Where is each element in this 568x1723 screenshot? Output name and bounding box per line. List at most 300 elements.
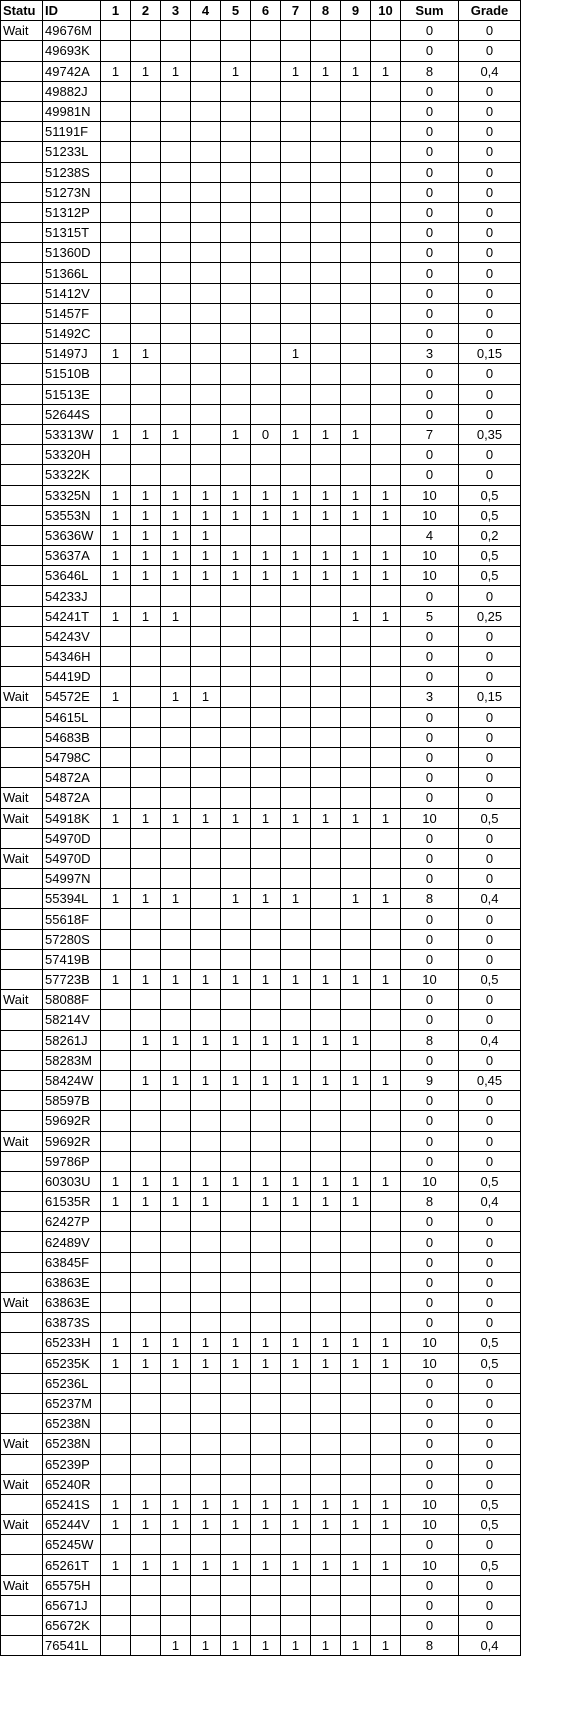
mark-cell-5[interactable] — [221, 1252, 251, 1272]
status-cell[interactable] — [1, 1272, 43, 1292]
sum-cell[interactable]: 0 — [401, 445, 459, 465]
id-cell[interactable]: 53313W — [43, 424, 101, 444]
mark-cell-8[interactable] — [311, 1434, 341, 1454]
mark-cell-3[interactable] — [161, 788, 191, 808]
mark-cell-6[interactable] — [251, 1212, 281, 1232]
status-cell[interactable] — [1, 1151, 43, 1171]
mark-cell-2[interactable] — [131, 162, 161, 182]
mark-cell-9[interactable] — [341, 344, 371, 364]
mark-cell-10[interactable] — [371, 1151, 401, 1171]
mark-cell-4[interactable] — [191, 1272, 221, 1292]
mark-cell-3[interactable] — [161, 202, 191, 222]
mark-cell-3[interactable]: 1 — [161, 808, 191, 828]
mark-cell-8[interactable]: 1 — [311, 1494, 341, 1514]
mark-cell-2[interactable] — [131, 647, 161, 667]
mark-cell-4[interactable] — [191, 162, 221, 182]
mark-cell-5[interactable] — [221, 828, 251, 848]
status-cell[interactable] — [1, 182, 43, 202]
mark-cell-1[interactable] — [101, 1030, 131, 1050]
status-cell[interactable] — [1, 1050, 43, 1070]
mark-cell-5[interactable] — [221, 848, 251, 868]
mark-cell-6[interactable] — [251, 1252, 281, 1272]
sum-cell[interactable]: 0 — [401, 1232, 459, 1252]
sum-cell[interactable]: 0 — [401, 929, 459, 949]
mark-cell-7[interactable]: 1 — [281, 808, 311, 828]
status-cell[interactable]: Wait — [1, 1474, 43, 1494]
mark-cell-8[interactable] — [311, 606, 341, 626]
mark-cell-2[interactable] — [131, 1616, 161, 1636]
mark-cell-7[interactable] — [281, 848, 311, 868]
status-cell[interactable] — [1, 243, 43, 263]
grade-cell[interactable]: 0 — [459, 647, 521, 667]
mark-cell-5[interactable] — [221, 1474, 251, 1494]
header-q1[interactable]: 1 — [101, 1, 131, 21]
sum-cell[interactable]: 0 — [401, 182, 459, 202]
id-cell[interactable]: 51238S — [43, 162, 101, 182]
mark-cell-3[interactable] — [161, 41, 191, 61]
mark-cell-4[interactable] — [191, 1131, 221, 1151]
grade-cell[interactable]: 0 — [459, 848, 521, 868]
grade-cell[interactable]: 0 — [459, 788, 521, 808]
mark-cell-9[interactable] — [341, 303, 371, 323]
mark-cell-9[interactable] — [341, 747, 371, 767]
mark-cell-8[interactable] — [311, 122, 341, 142]
id-cell[interactable]: 58088F — [43, 990, 101, 1010]
mark-cell-10[interactable] — [371, 667, 401, 687]
status-cell[interactable] — [1, 707, 43, 727]
mark-cell-8[interactable] — [311, 324, 341, 344]
status-cell[interactable] — [1, 828, 43, 848]
mark-cell-2[interactable] — [131, 263, 161, 283]
mark-cell-10[interactable] — [371, 223, 401, 243]
id-cell[interactable]: 53320H — [43, 445, 101, 465]
status-cell[interactable] — [1, 1070, 43, 1090]
mark-cell-10[interactable] — [371, 1030, 401, 1050]
id-cell[interactable]: 49882J — [43, 81, 101, 101]
grade-cell[interactable]: 0 — [459, 182, 521, 202]
mark-cell-10[interactable]: 1 — [371, 1171, 401, 1191]
mark-cell-5[interactable]: 1 — [221, 505, 251, 525]
mark-cell-1[interactable]: 1 — [101, 1333, 131, 1353]
mark-cell-3[interactable] — [161, 929, 191, 949]
mark-cell-7[interactable]: 1 — [281, 1515, 311, 1535]
mark-cell-7[interactable] — [281, 182, 311, 202]
mark-cell-2[interactable] — [131, 1454, 161, 1474]
id-cell[interactable]: 51366L — [43, 263, 101, 283]
mark-cell-9[interactable] — [341, 1575, 371, 1595]
id-cell[interactable]: 59692R — [43, 1111, 101, 1131]
sum-cell[interactable]: 0 — [401, 101, 459, 121]
mark-cell-2[interactable]: 1 — [131, 1515, 161, 1535]
mark-cell-8[interactable] — [311, 1050, 341, 1070]
mark-cell-7[interactable] — [281, 21, 311, 41]
mark-cell-10[interactable] — [371, 263, 401, 283]
mark-cell-2[interactable] — [131, 243, 161, 263]
mark-cell-6[interactable]: 1 — [251, 1030, 281, 1050]
mark-cell-4[interactable] — [191, 404, 221, 424]
mark-cell-9[interactable] — [341, 324, 371, 344]
grade-cell[interactable]: 0 — [459, 404, 521, 424]
mark-cell-10[interactable]: 1 — [371, 1333, 401, 1353]
mark-cell-10[interactable] — [371, 162, 401, 182]
mark-cell-8[interactable] — [311, 81, 341, 101]
mark-cell-7[interactable] — [281, 1131, 311, 1151]
mark-cell-6[interactable] — [251, 727, 281, 747]
mark-cell-10[interactable] — [371, 1131, 401, 1151]
id-cell[interactable]: 57723B — [43, 970, 101, 990]
id-cell[interactable]: 55394L — [43, 889, 101, 909]
mark-cell-1[interactable] — [101, 142, 131, 162]
mark-cell-6[interactable] — [251, 1111, 281, 1131]
status-cell[interactable]: Wait — [1, 1293, 43, 1313]
mark-cell-7[interactable] — [281, 1010, 311, 1030]
mark-cell-9[interactable]: 1 — [341, 889, 371, 909]
sum-cell[interactable]: 10 — [401, 485, 459, 505]
mark-cell-7[interactable] — [281, 1252, 311, 1272]
mark-cell-8[interactable] — [311, 1313, 341, 1333]
id-cell[interactable]: 58597B — [43, 1091, 101, 1111]
mark-cell-6[interactable] — [251, 1414, 281, 1434]
mark-cell-7[interactable] — [281, 384, 311, 404]
mark-cell-2[interactable]: 1 — [131, 1070, 161, 1090]
grade-cell[interactable]: 0 — [459, 1151, 521, 1171]
mark-cell-7[interactable] — [281, 142, 311, 162]
mark-cell-4[interactable] — [191, 1474, 221, 1494]
mark-cell-6[interactable]: 1 — [251, 970, 281, 990]
mark-cell-2[interactable] — [131, 828, 161, 848]
grade-cell[interactable]: 0 — [459, 990, 521, 1010]
mark-cell-3[interactable]: 1 — [161, 889, 191, 909]
mark-cell-1[interactable]: 1 — [101, 1171, 131, 1191]
mark-cell-5[interactable] — [221, 1595, 251, 1615]
mark-cell-7[interactable] — [281, 1595, 311, 1615]
mark-cell-3[interactable] — [161, 828, 191, 848]
id-cell[interactable]: 52644S — [43, 404, 101, 424]
mark-cell-7[interactable] — [281, 828, 311, 848]
mark-cell-8[interactable]: 1 — [311, 61, 341, 81]
status-cell[interactable] — [1, 566, 43, 586]
mark-cell-8[interactable]: 1 — [311, 546, 341, 566]
mark-cell-8[interactable]: 1 — [311, 424, 341, 444]
mark-cell-6[interactable] — [251, 465, 281, 485]
mark-cell-4[interactable] — [191, 424, 221, 444]
mark-cell-4[interactable] — [191, 1091, 221, 1111]
mark-cell-5[interactable] — [221, 384, 251, 404]
mark-cell-3[interactable] — [161, 81, 191, 101]
sum-cell[interactable]: 10 — [401, 1494, 459, 1514]
sum-cell[interactable]: 0 — [401, 727, 459, 747]
status-cell[interactable] — [1, 1353, 43, 1373]
id-cell[interactable]: 54970D — [43, 828, 101, 848]
mark-cell-3[interactable] — [161, 747, 191, 767]
mark-cell-1[interactable] — [101, 1272, 131, 1292]
mark-cell-10[interactable] — [371, 828, 401, 848]
mark-cell-4[interactable] — [191, 1616, 221, 1636]
mark-cell-10[interactable]: 1 — [371, 505, 401, 525]
mark-cell-3[interactable]: 1 — [161, 1515, 191, 1535]
mark-cell-7[interactable] — [281, 869, 311, 889]
mark-cell-7[interactable]: 1 — [281, 505, 311, 525]
id-cell[interactable]: 51492C — [43, 324, 101, 344]
mark-cell-5[interactable] — [221, 1111, 251, 1131]
mark-cell-3[interactable] — [161, 586, 191, 606]
mark-cell-8[interactable] — [311, 869, 341, 889]
id-cell[interactable]: 54970D — [43, 848, 101, 868]
status-cell[interactable] — [1, 1414, 43, 1434]
mark-cell-1[interactable] — [101, 1252, 131, 1272]
mark-cell-2[interactable]: 1 — [131, 525, 161, 545]
mark-cell-3[interactable] — [161, 162, 191, 182]
mark-cell-10[interactable] — [371, 303, 401, 323]
mark-cell-3[interactable] — [161, 21, 191, 41]
mark-cell-2[interactable]: 1 — [131, 485, 161, 505]
id-cell[interactable]: 58424W — [43, 1070, 101, 1090]
mark-cell-6[interactable] — [251, 949, 281, 969]
mark-cell-6[interactable] — [251, 929, 281, 949]
grade-cell[interactable]: 0,35 — [459, 424, 521, 444]
id-cell[interactable]: 59786P — [43, 1151, 101, 1171]
mark-cell-4[interactable] — [191, 243, 221, 263]
mark-cell-5[interactable]: 1 — [221, 61, 251, 81]
mark-cell-7[interactable] — [281, 41, 311, 61]
mark-cell-10[interactable]: 1 — [371, 970, 401, 990]
sum-cell[interactable]: 0 — [401, 788, 459, 808]
id-cell[interactable]: 65239P — [43, 1454, 101, 1474]
mark-cell-7[interactable] — [281, 465, 311, 485]
grade-cell[interactable]: 0 — [459, 202, 521, 222]
mark-cell-4[interactable] — [191, 41, 221, 61]
header-q4[interactable]: 4 — [191, 1, 221, 21]
mark-cell-3[interactable] — [161, 869, 191, 889]
mark-cell-1[interactable]: 1 — [101, 525, 131, 545]
mark-cell-3[interactable]: 1 — [161, 1353, 191, 1373]
mark-cell-9[interactable] — [341, 1434, 371, 1454]
mark-cell-8[interactable] — [311, 41, 341, 61]
header-q8[interactable]: 8 — [311, 1, 341, 21]
mark-cell-3[interactable] — [161, 1414, 191, 1434]
mark-cell-10[interactable] — [371, 586, 401, 606]
mark-cell-5[interactable] — [221, 404, 251, 424]
grade-cell[interactable]: 0,4 — [459, 61, 521, 81]
status-cell[interactable] — [1, 1171, 43, 1191]
mark-cell-1[interactable] — [101, 182, 131, 202]
mark-cell-8[interactable] — [311, 1232, 341, 1252]
mark-cell-5[interactable] — [221, 303, 251, 323]
mark-cell-8[interactable] — [311, 768, 341, 788]
status-cell[interactable] — [1, 142, 43, 162]
mark-cell-8[interactable] — [311, 1010, 341, 1030]
mark-cell-9[interactable]: 1 — [341, 485, 371, 505]
mark-cell-2[interactable] — [131, 1091, 161, 1111]
mark-cell-2[interactable]: 1 — [131, 1192, 161, 1212]
id-cell[interactable]: 65244V — [43, 1515, 101, 1535]
mark-cell-6[interactable]: 1 — [251, 1333, 281, 1353]
mark-cell-4[interactable] — [191, 828, 221, 848]
mark-cell-4[interactable]: 1 — [191, 505, 221, 525]
grade-cell[interactable]: 0 — [459, 828, 521, 848]
mark-cell-8[interactable] — [311, 263, 341, 283]
mark-cell-9[interactable] — [341, 626, 371, 646]
mark-cell-8[interactable] — [311, 1212, 341, 1232]
mark-cell-6[interactable] — [251, 41, 281, 61]
mark-cell-1[interactable] — [101, 1131, 131, 1151]
status-cell[interactable] — [1, 949, 43, 969]
mark-cell-5[interactable] — [221, 101, 251, 121]
grade-cell[interactable]: 0 — [459, 1535, 521, 1555]
mark-cell-8[interactable] — [311, 223, 341, 243]
mark-cell-6[interactable]: 1 — [251, 1070, 281, 1090]
sum-cell[interactable]: 0 — [401, 142, 459, 162]
mark-cell-6[interactable]: 1 — [251, 1636, 281, 1656]
mark-cell-2[interactable] — [131, 929, 161, 949]
mark-cell-1[interactable] — [101, 122, 131, 142]
mark-cell-10[interactable] — [371, 1373, 401, 1393]
mark-cell-2[interactable] — [131, 586, 161, 606]
mark-cell-8[interactable] — [311, 182, 341, 202]
mark-cell-4[interactable]: 1 — [191, 525, 221, 545]
mark-cell-1[interactable] — [101, 1091, 131, 1111]
id-cell[interactable]: 51497J — [43, 344, 101, 364]
mark-cell-10[interactable] — [371, 41, 401, 61]
mark-cell-3[interactable] — [161, 949, 191, 969]
mark-cell-5[interactable] — [221, 1131, 251, 1151]
mark-cell-1[interactable]: 1 — [101, 687, 131, 707]
mark-cell-1[interactable] — [101, 1111, 131, 1131]
mark-cell-2[interactable] — [131, 202, 161, 222]
mark-cell-6[interactable] — [251, 848, 281, 868]
sum-cell[interactable]: 8 — [401, 1636, 459, 1656]
sum-cell[interactable]: 0 — [401, 949, 459, 969]
mark-cell-2[interactable] — [131, 283, 161, 303]
mark-cell-5[interactable]: 1 — [221, 1494, 251, 1514]
mark-cell-5[interactable]: 1 — [221, 485, 251, 505]
mark-cell-2[interactable] — [131, 223, 161, 243]
mark-cell-10[interactable] — [371, 1010, 401, 1030]
mark-cell-2[interactable]: 1 — [131, 546, 161, 566]
id-cell[interactable]: 51510B — [43, 364, 101, 384]
mark-cell-9[interactable] — [341, 647, 371, 667]
mark-cell-2[interactable] — [131, 465, 161, 485]
mark-cell-1[interactable]: 1 — [101, 889, 131, 909]
mark-cell-5[interactable] — [221, 1232, 251, 1252]
mark-cell-10[interactable] — [371, 707, 401, 727]
mark-cell-6[interactable] — [251, 223, 281, 243]
mark-cell-4[interactable] — [191, 1373, 221, 1393]
mark-cell-3[interactable]: 1 — [161, 1636, 191, 1656]
id-cell[interactable]: 53325N — [43, 485, 101, 505]
mark-cell-4[interactable]: 1 — [191, 485, 221, 505]
mark-cell-9[interactable] — [341, 1272, 371, 1292]
mark-cell-7[interactable] — [281, 667, 311, 687]
grade-cell[interactable]: 0 — [459, 949, 521, 969]
status-cell[interactable] — [1, 202, 43, 222]
sum-cell[interactable]: 0 — [401, 667, 459, 687]
mark-cell-9[interactable] — [341, 1616, 371, 1636]
mark-cell-4[interactable]: 1 — [191, 1070, 221, 1090]
id-cell[interactable]: 49742A — [43, 61, 101, 81]
mark-cell-9[interactable] — [341, 909, 371, 929]
id-cell[interactable]: 54798C — [43, 747, 101, 767]
mark-cell-10[interactable] — [371, 788, 401, 808]
mark-cell-10[interactable] — [371, 21, 401, 41]
mark-cell-7[interactable]: 1 — [281, 1494, 311, 1514]
sum-cell[interactable]: 10 — [401, 970, 459, 990]
grade-cell[interactable]: 0,5 — [459, 505, 521, 525]
sum-cell[interactable]: 0 — [401, 202, 459, 222]
mark-cell-2[interactable] — [131, 1313, 161, 1333]
grade-cell[interactable]: 0,5 — [459, 1494, 521, 1514]
sum-cell[interactable]: 0 — [401, 909, 459, 929]
mark-cell-3[interactable] — [161, 122, 191, 142]
mark-cell-8[interactable]: 1 — [311, 1555, 341, 1575]
status-cell[interactable] — [1, 747, 43, 767]
mark-cell-7[interactable] — [281, 1616, 311, 1636]
mark-cell-6[interactable] — [251, 263, 281, 283]
mark-cell-4[interactable] — [191, 626, 221, 646]
header-q5[interactable]: 5 — [221, 1, 251, 21]
mark-cell-4[interactable] — [191, 182, 221, 202]
mark-cell-10[interactable]: 1 — [371, 808, 401, 828]
mark-cell-4[interactable]: 1 — [191, 1636, 221, 1656]
status-cell[interactable] — [1, 1030, 43, 1050]
grade-cell[interactable]: 0 — [459, 384, 521, 404]
id-cell[interactable]: 54572E — [43, 687, 101, 707]
mark-cell-6[interactable] — [251, 324, 281, 344]
status-cell[interactable] — [1, 404, 43, 424]
mark-cell-3[interactable] — [161, 1454, 191, 1474]
mark-cell-7[interactable]: 1 — [281, 970, 311, 990]
mark-cell-1[interactable]: 1 — [101, 606, 131, 626]
mark-cell-4[interactable] — [191, 1454, 221, 1474]
mark-cell-2[interactable] — [131, 404, 161, 424]
mark-cell-9[interactable] — [341, 1131, 371, 1151]
mark-cell-3[interactable]: 1 — [161, 1494, 191, 1514]
mark-cell-3[interactable] — [161, 182, 191, 202]
mark-cell-1[interactable] — [101, 747, 131, 767]
mark-cell-4[interactable] — [191, 303, 221, 323]
mark-cell-7[interactable] — [281, 364, 311, 384]
mark-cell-5[interactable] — [221, 949, 251, 969]
mark-cell-6[interactable] — [251, 747, 281, 767]
status-cell[interactable] — [1, 626, 43, 646]
mark-cell-10[interactable]: 1 — [371, 889, 401, 909]
mark-cell-3[interactable] — [161, 263, 191, 283]
mark-cell-9[interactable] — [341, 1293, 371, 1313]
mark-cell-7[interactable] — [281, 606, 311, 626]
mark-cell-1[interactable] — [101, 727, 131, 747]
mark-cell-5[interactable] — [221, 243, 251, 263]
sum-cell[interactable]: 10 — [401, 1333, 459, 1353]
mark-cell-7[interactable] — [281, 263, 311, 283]
mark-cell-5[interactable] — [221, 586, 251, 606]
sum-cell[interactable]: 0 — [401, 1010, 459, 1030]
sum-cell[interactable]: 0 — [401, 1272, 459, 1292]
mark-cell-7[interactable] — [281, 929, 311, 949]
mark-cell-9[interactable]: 1 — [341, 1636, 371, 1656]
mark-cell-2[interactable] — [131, 848, 161, 868]
mark-cell-3[interactable] — [161, 1272, 191, 1292]
mark-cell-8[interactable] — [311, 1091, 341, 1111]
mark-cell-4[interactable] — [191, 1595, 221, 1615]
mark-cell-3[interactable] — [161, 626, 191, 646]
status-cell[interactable]: Wait — [1, 1575, 43, 1595]
mark-cell-5[interactable] — [221, 869, 251, 889]
mark-cell-8[interactable]: 1 — [311, 970, 341, 990]
mark-cell-7[interactable] — [281, 1575, 311, 1595]
grade-cell[interactable]: 0 — [459, 283, 521, 303]
mark-cell-2[interactable]: 1 — [131, 889, 161, 909]
mark-cell-9[interactable] — [341, 263, 371, 283]
